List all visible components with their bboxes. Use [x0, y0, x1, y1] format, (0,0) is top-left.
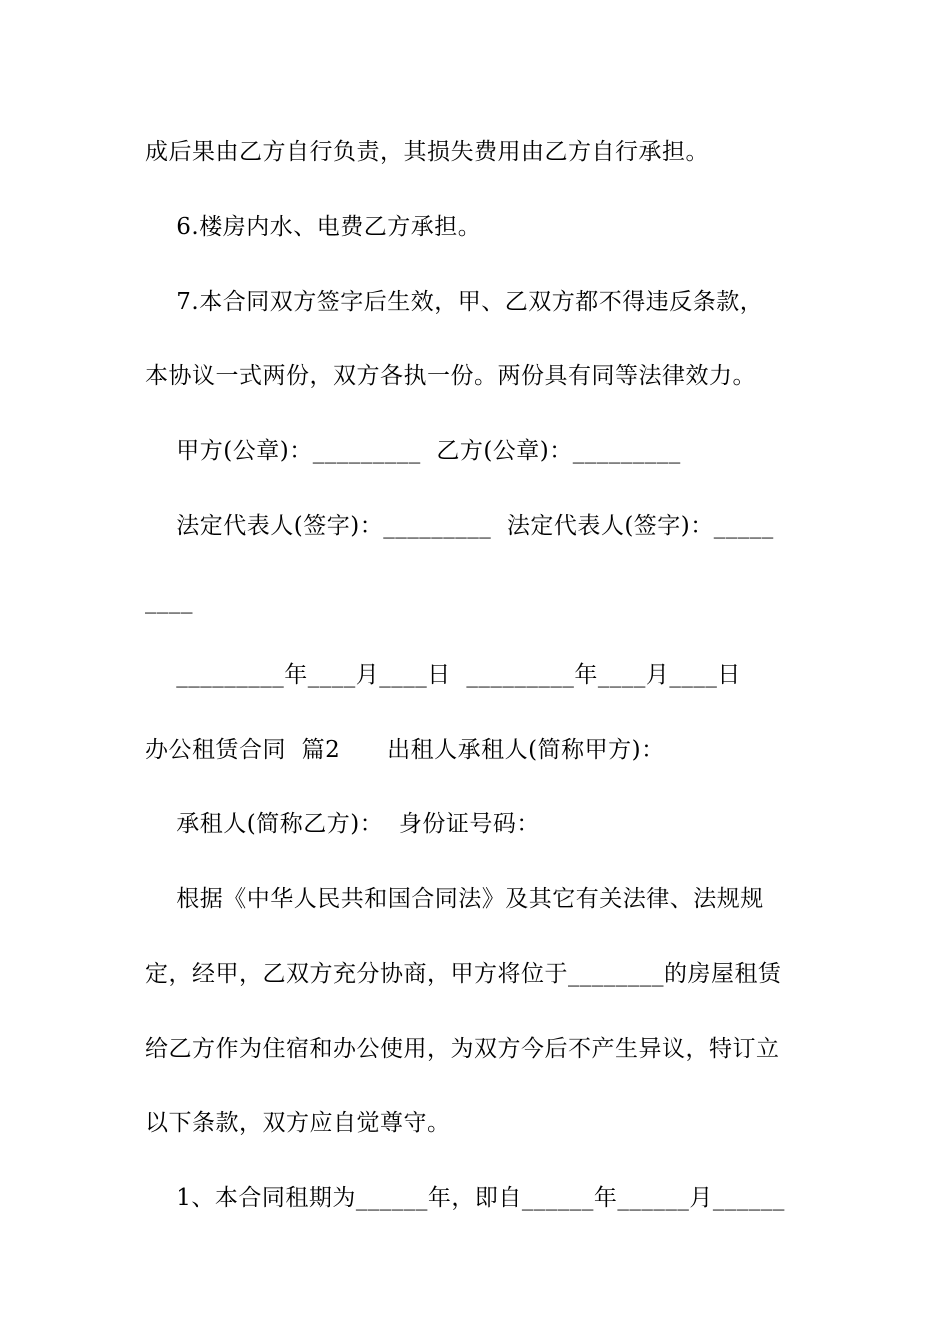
- text-line: 承租人(简称乙方)： 身份证号码：: [145, 811, 540, 837]
- text-line: 1、本合同租期为______年，即自______年______月______: [145, 1185, 785, 1211]
- text-line: 以下条款，双方应自觉尊守。: [145, 1110, 451, 1136]
- text-line: 根据《中华人民共和国合同法》及其它有关法律、法规规: [145, 886, 764, 912]
- text-line: 7.本合同双方签字后生效，甲、乙双方都不得违反条款，: [145, 289, 764, 315]
- signature-line: 甲方(公章)：_________ 乙方(公章)：_________: [145, 438, 681, 464]
- text-line: 6.楼房内水、电费乙方承担。: [145, 214, 482, 240]
- text-line: 定，经甲，乙双方充分协商，甲方将位于________的房屋租赁: [145, 961, 782, 987]
- signature-line: 法定代表人(签字)：_________ 法定代表人(签字)：_____: [145, 513, 774, 539]
- signature-line-continued: ____: [145, 588, 193, 614]
- text-line: 给乙方作为住宿和办公使用，为双方今后不产生异议，特订立: [145, 1036, 780, 1062]
- section-heading: 办公租赁合同 篇2 出租人承租人(简称甲方)：: [145, 737, 665, 763]
- text-line: 本协议一式两份，双方各执一份。两份具有同等法律效力。: [145, 363, 756, 389]
- date-line: _________年____月____日 _________年____月____日: [145, 662, 741, 688]
- text-line: 成后果由乙方自行负责，其损失费用由乙方自行承担。: [145, 139, 709, 165]
